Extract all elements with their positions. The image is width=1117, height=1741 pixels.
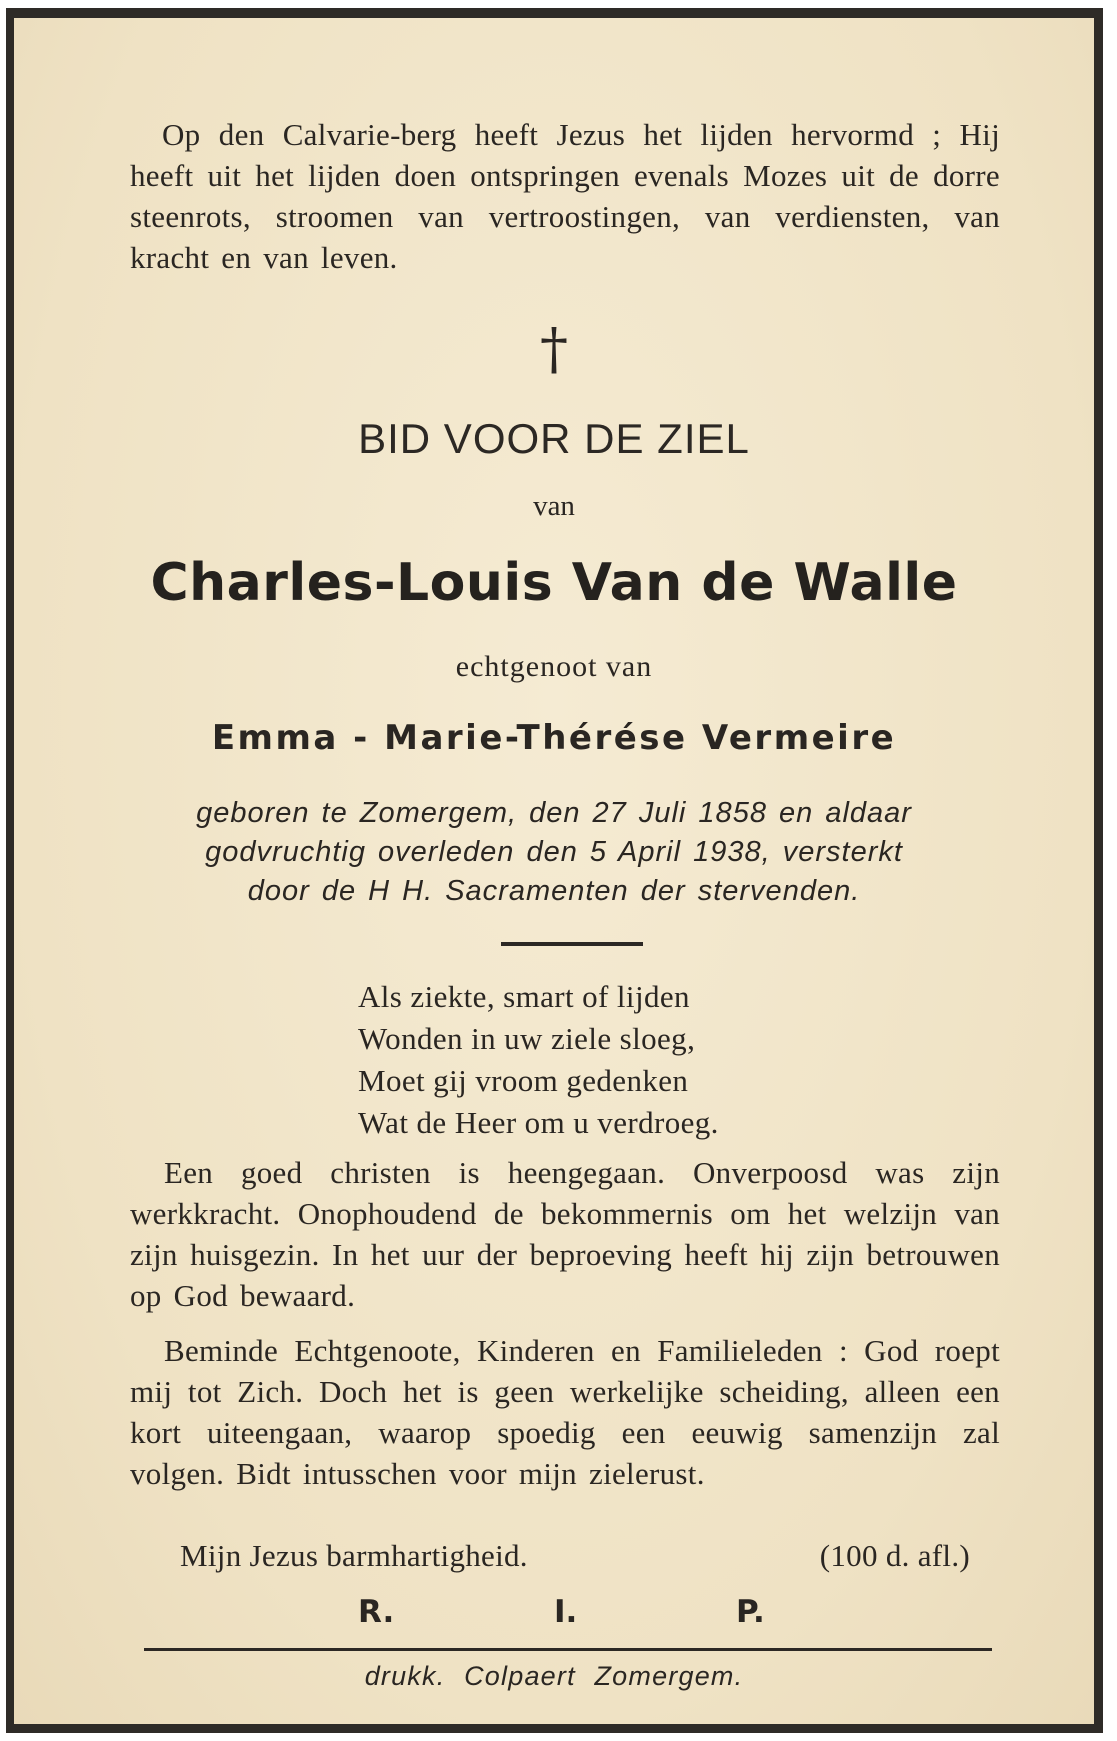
dates-line: godvruchtig overleden den 5 April 1938, versterkt	[205, 836, 903, 868]
poem	[358, 976, 719, 1144]
spouse-name: Emma - Marie-Thérése Vermeire	[211, 718, 897, 758]
poem-line: Moet gij vroom gedenken	[358, 1063, 689, 1098]
divider-long	[144, 1648, 992, 1651]
rip-i: I.	[554, 1594, 578, 1630]
divider-short	[501, 942, 643, 946]
deceased-name: Charles-Louis Van de Walle	[150, 553, 958, 613]
memorial-card	[6, 8, 1103, 1733]
intro-paragraph: Op den Calvarie-berg heeft Jezus het lijden hervormd ; Hij heeft uit het lijden doen ontspringen evenals Mozes uit de dorre steenrots, stroomen van vertroostingen, van verdiensten, van kracht en van leven.	[130, 117, 1000, 275]
prayer-heading: BID VOOR DE ZIEL	[358, 415, 750, 462]
cross-icon: †	[540, 317, 568, 382]
prayer-text: Mijn Jezus barmhartigheid.	[180, 1538, 528, 1573]
spouse-intro: echtgenoot van	[455, 650, 653, 683]
poem-line: Wonden in uw ziele sloeg,	[358, 1021, 696, 1056]
farewell-paragraph: Beminde Echtgenoote, Kinderen en Familieleden : God roept mij tot Zich. Doch het is geen werkelijke scheiding, alleen een kort uiteengaan, waarop spoedig een eeuwig samenzijn zal volgen. Bidt intusschen voor mijn zielerust.	[130, 1333, 1000, 1491]
indulgence-text: (100 d. afl.)	[819, 1538, 970, 1573]
printer-credit: drukk. Colpaert Zomergem.	[364, 1661, 744, 1691]
dates-line: geboren te Zomergem, den 27 Juli 1858 en aldaar	[196, 797, 912, 829]
poem-line: Wat de Heer om u verdroeg.	[358, 1105, 719, 1140]
dates-line: door de H H. Sacramenten der stervenden.	[247, 875, 861, 907]
card-content	[14, 18, 1094, 1724]
rip-p: P.	[736, 1594, 765, 1630]
van-label: van	[533, 490, 575, 522]
tribute-paragraph: Een goed christen is heengegaan. Onverpoosd was zijn werkkracht. Onophoudend de bekommernis om het welzijn van zijn huisgezin. In het uur der beproeving heeft hij zijn betrouwen op God bewaard.	[130, 1155, 1000, 1313]
rip-r: R.	[358, 1594, 395, 1630]
birth-death-dates	[14, 794, 1094, 911]
poem-line: Als ziekte, smart of lijden	[358, 979, 690, 1014]
